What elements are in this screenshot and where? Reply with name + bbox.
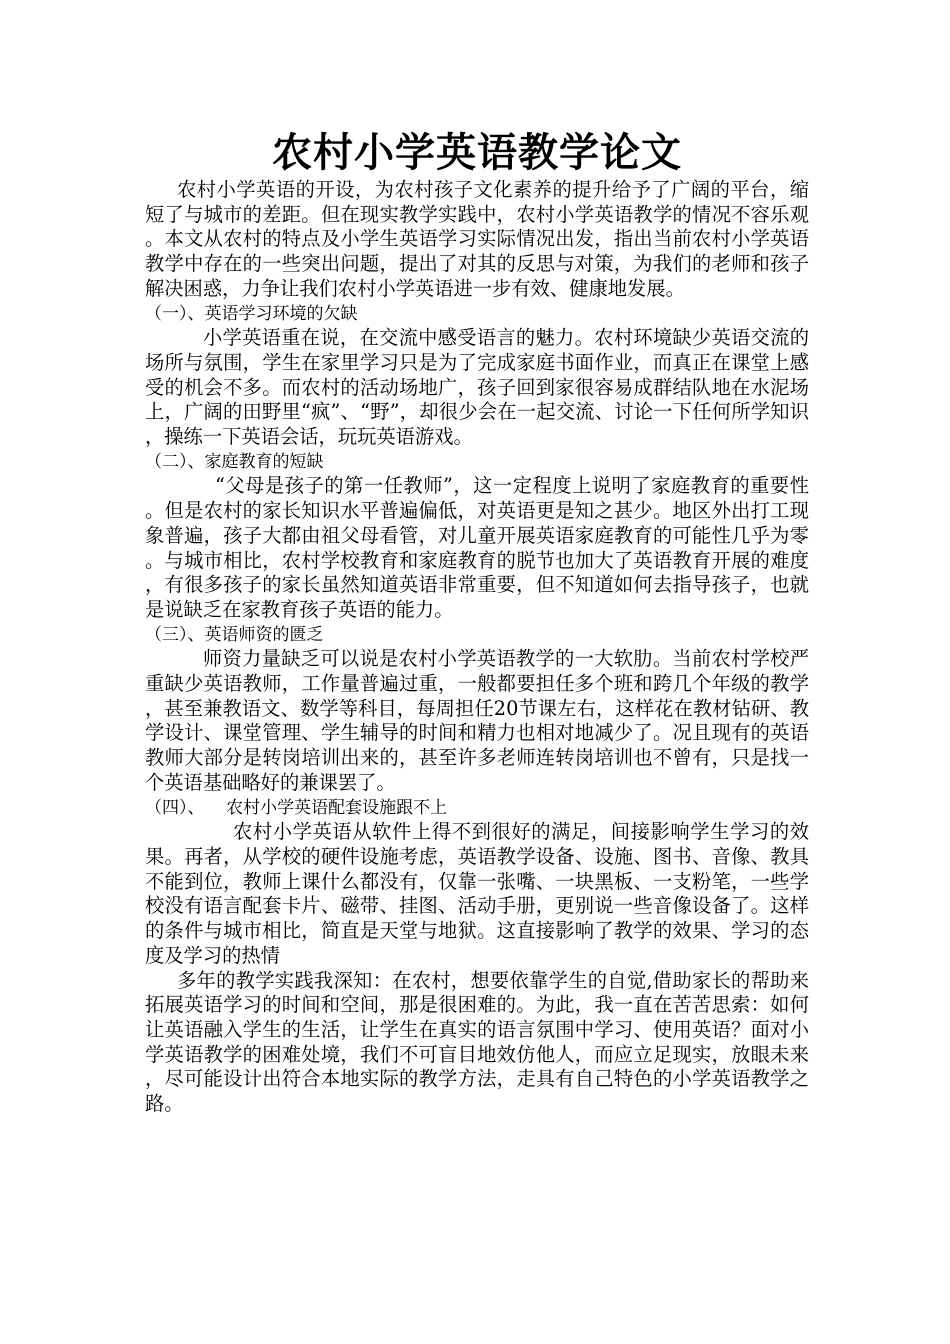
intro-paragraph: 农村小学英语的开设，为农村孩子文化素养的提升给予了广阔的平台，缩短了与城市的差距。但在现实教学实践中，农村小学英语教学的情况不容乐观。本文从农村的特点及小学生英语学习实际情况出发，指出当前农村小学英语教学中存在的一些突出问题，提出了对其的反思与对策，为我们的老师和孩子解决困惑，力争让我们农村小学英语进一步有效、健康地发展。	[145, 178, 809, 300]
section-body-2: “父母是孩子的第一任教师”，这一定程度上说明了家庭教育的重要性。但是农村的家长知识水平普遍偏低，对英语更是知之甚少。地区外出打工现象普遍，孩子大都由祖父母看管，对儿童开展英语家庭教育的可能性几乎为零。与城市相比，农村学校教育和家庭教育的脱节也加大了英语教育开展的难度，有很多孩子的家长虽然知道英语非常重要，但不知道如何去指导孩子，也就是说缺乏在家教育孩子英语的能力。	[145, 474, 809, 621]
section-body-4: 农村小学英语从软件上得不到很好的满足，间接影响学生学习的效果。再者，从学校的硬件设施考虑，英语教学设备、设施、图书、音像、教具不能到位，教师上课什么都没有，仅靠一张嘴、一块黑板、一支粉笔，一些学校没有语言配套卡片、磁带、挂图、活动手册，更别说一些音像设备了。这样的条件与城市相比，简直是天堂与地狱。这直接影响了教学的效果、学习的态度及学习的热情	[145, 820, 809, 967]
section-body-3: 师资力量缺乏可以说是农村小学英语教学的一大软肋。当前农村学校严重缺少英语教师，工作量普遍过重，一般都要担任多个班和跨几个年级的教学，甚至兼教语文、数学等科目，每周担任20节课左右，这样花在教材钻研、教学设计、课堂管理、学生辅导的时间和精力也相对地减少了。况且现有的英语教师大部分是转岗培训出来的，甚至许多老师连转岗培训也不曾有，只是找一个英语基础略好的兼课罢了。	[145, 647, 809, 794]
section-heading-1: （一）、英语学习环境的欠缺	[145, 303, 358, 324]
document-title: 农村小学英语教学论文	[272, 129, 682, 176]
section-body-1: 小学英语重在说，在交流中感受语言的魅力。农村环境缺少英语交流的场所与氛围，学生在家里学习只是为了完成家庭书面作业，而真正在课堂上感受的机会不多。而农村的活动场地广，孩子回到家很容易成群结队地在水泥场上，广阔的田野里“疯”、“野”，却很少会在一起交流、讨论一下任何所学知识，操练一下英语会话，玩玩英语游戏。	[145, 326, 809, 449]
section-heading-3: （三）、英语师资的匮乏	[145, 624, 324, 645]
conclusion-paragraph: 多年的教学实践我深知：在农村，想要依靠学生的自觉,借助家长的帮助来拓展英语学习的时间和空间，那是很困难的。为此，我一直在苦苦思索：如何让英语融入学生的生活，让学生在真实的语言氛围中学习、使用英语？面对小学英语教学的困难处境，我们不可盲目地效仿他人，而应立足现实，放眼未来，尽可能设计出符合本地实际的教学方法，走具有自己特色的小学英语教学之路。	[145, 968, 809, 1116]
document-page	[145, 128, 809, 1117]
section-heading-4: （四）、 农村小学英语配套设施跟不上	[145, 797, 448, 818]
section-heading-2: （二）、家庭教育的短缺	[145, 451, 324, 472]
